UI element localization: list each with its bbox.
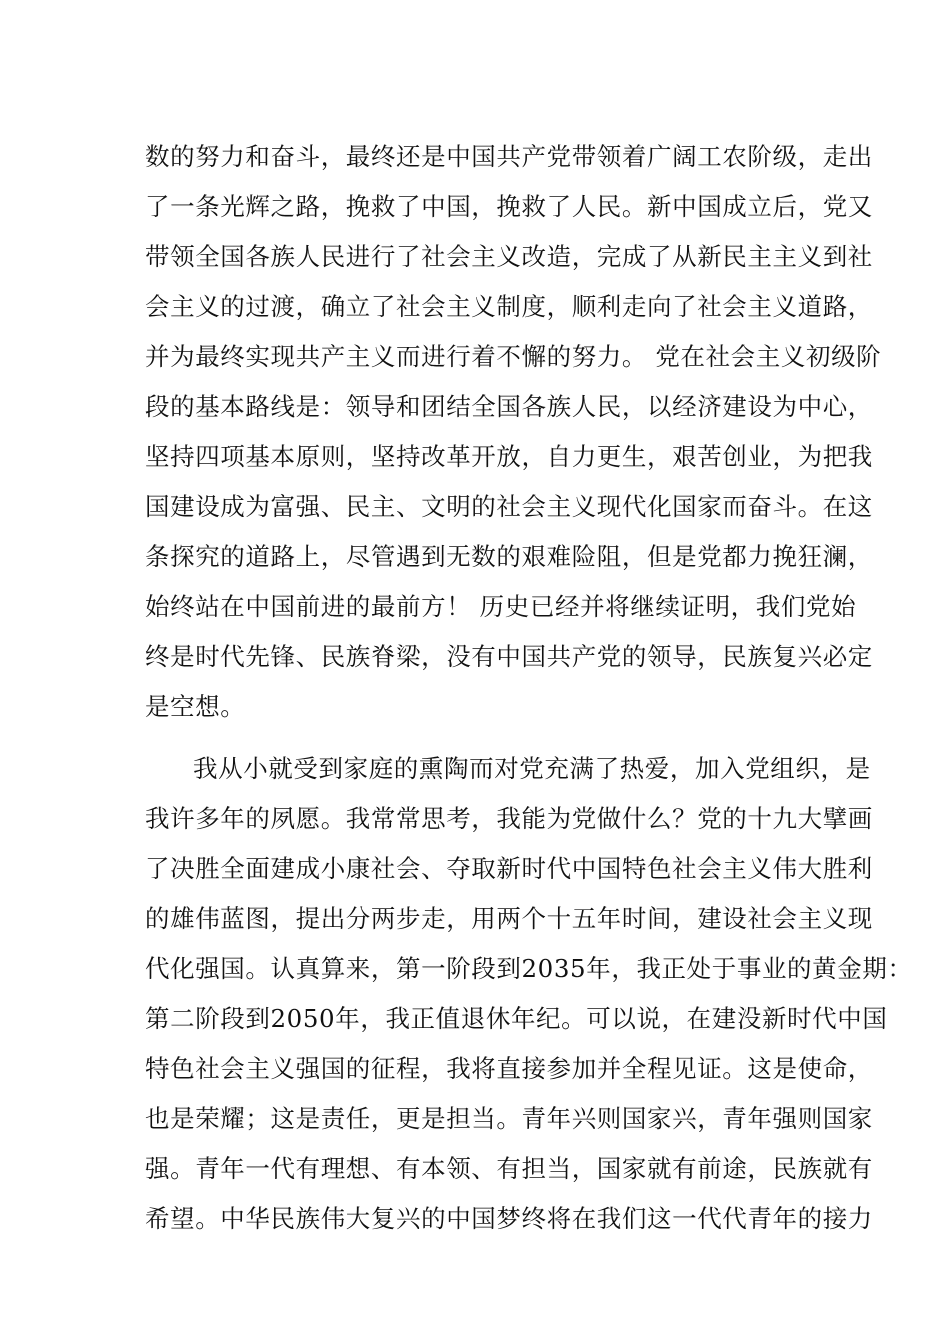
- document-body: [145, 132, 913, 1244]
- text-line: 特色社会主义强国的征程，我将直接参加并全程见证。这是使命，: [145, 1054, 873, 1083]
- text-line: 强。青年一代有理想、有本领、有担当，国家就有前途，民族就有: [145, 1154, 873, 1183]
- text-line: 希望。中华民族伟大复兴的中国梦终将在我们这一代代青年的接力: [145, 1204, 873, 1233]
- text-line: 了决胜全面建成小康社会、夺取新时代中国特色社会主义伟大胜利: [145, 854, 873, 883]
- text-line-first: 我从小就受到家庭的熏陶而对党充满了热爱，加入党组织，是: [193, 754, 871, 783]
- text-line: 也是荣耀；这是责任，更是担当。青年兴则国家兴，青年强则国家: [145, 1104, 873, 1133]
- text-line: 数的努力和奋斗，最终还是中国共产党带领着广阔工农阶级，走出: [145, 142, 873, 171]
- text-line: 的雄伟蓝图，提出分两步走，用两个十五年时间，建设社会主义现: [145, 904, 873, 933]
- text-line: 是空想。: [145, 692, 246, 721]
- text-line: 第二阶段到2050年，我正值退休年纪。可以说，在建没新时代中国: [145, 1004, 888, 1033]
- text-line: 我许多年的夙愿。我常常思考，我能为党做什么？党的十九大擘画: [145, 804, 873, 833]
- text-line: 了一条光辉之路，挽救了中国，挽救了人民。新中国成立后，党又: [145, 192, 873, 221]
- text-line: 条探究的道路上，尽管遇到无数的艰难险阻，但是党都力挽狂澜，: [145, 542, 873, 571]
- text-line: 会主义的过渡，确立了社会主义制度，顺利走向了社会主义道路，: [145, 292, 873, 321]
- text-line: 坚持四项基本原则，坚持改革开放，自力更生，艰苦创业，为把我: [145, 442, 873, 471]
- text-line: 带领全国各族人民进行了社会主义改造，完成了从新民主主义到社: [145, 242, 873, 271]
- text-line: 始终站在中国前进的最前方！ 历史已经并将继续证明，我们党始: [145, 592, 857, 621]
- text-line: 代化强国。认真算来，第一阶段到2035年，我正处于事业的黄金期：: [145, 954, 913, 983]
- paragraph-spacer: [145, 732, 835, 744]
- text-line: 并为最终实现共产主义而进行着不懈的努力。 党在社会主义初级阶: [145, 342, 882, 371]
- text-line: 段的基本路线是：领导和团结全国各族人民，以经济建设为中心，: [145, 392, 873, 421]
- paragraph-2: [145, 744, 913, 1244]
- text-line: 终是时代先锋、民族脊梁，没有中国共产党的领导，民族复兴必定: [145, 642, 873, 671]
- text-line: 国建设成为富强、民主、文明的社会主义现代化国家而奋斗。在这: [145, 492, 873, 521]
- paragraph-1: [145, 132, 882, 732]
